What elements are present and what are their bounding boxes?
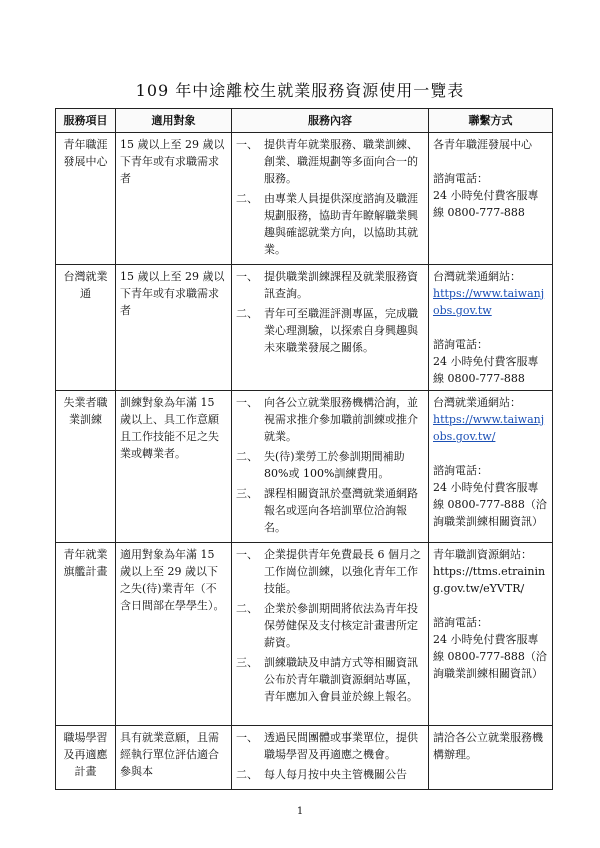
service-content-cell	[232, 265, 429, 391]
service-content-cell	[232, 391, 429, 543]
service-item: 青年職涯發展中心	[56, 133, 116, 265]
training-site-url: https://ttms.etraining.gov.tw/eYVTR/	[433, 565, 546, 595]
list-item: 二、 企業於參訓期間將依法為青年投保勞健保及支付核定計畫書所定薪資。	[236, 602, 418, 649]
list-item: 二、 失(待)業勞工於參訓期間補助 80%或 100%訓練費用。	[236, 450, 405, 480]
contact-cell: 台灣就業通網站： https://www.taiwanjobs.gov.tw 諮詢電話： 24 小時免付費客服專線 0800-777-888	[429, 265, 553, 391]
table-header-row	[56, 109, 553, 133]
target-cell: 15 歲以上至 29 歲以下青年或有求職需求者	[116, 133, 232, 265]
list-item: 一、 提供青年就業服務、職業訓練、創業、職涯規劃等多面向合一的服務。	[236, 138, 418, 185]
service-resource-table	[55, 108, 553, 790]
service-item: 青年就業旗艦計畫	[56, 543, 116, 726]
table-row	[56, 726, 553, 790]
target-cell: 15 歲以上至 29 歲以下青年或有求職需求者	[116, 265, 232, 391]
page-number: 1	[296, 806, 304, 817]
table-row	[56, 265, 553, 391]
service-content-cell	[232, 726, 429, 790]
header-service-item: 服務項目	[56, 109, 116, 133]
service-content-cell	[232, 543, 429, 726]
contact-cell: 各青年職涯發展中心 諮詢電話： 24 小時免付費客服專線 0800-777-888	[429, 133, 553, 265]
table-row	[56, 543, 553, 726]
service-content-cell	[232, 133, 429, 265]
list-item: 三、 課程相關資訊於臺灣就業通網路報名或逕向各培訓單位洽詢報名。	[236, 487, 418, 534]
table-row	[56, 133, 553, 265]
list-item: 二、 青年可至職涯評測專區，完成職業心理測驗，以探索自身興趣與未來職業發展之關係。	[236, 307, 418, 354]
header-service-content: 服務內容	[232, 109, 429, 133]
taiwanjobs-link[interactable]: https://www.taiwanjobs.gov.tw/	[433, 413, 545, 443]
list-item: 一、 企業提供青年免費最長 6 個月之工作崗位訓練，以強化青年工作技能。	[236, 548, 421, 595]
contact-cell: 請洽各公立就業服務機構辦理。	[429, 726, 553, 790]
contact-cell: 青年職訓資源網站： https://ttms.etraining.gov.tw/eYVTR/ 諮詢電話： 24 小時免付費客服專線 0800-777-888（洽詢職業訓練相關資訊）	[429, 543, 553, 726]
target-cell: 具有就業意願，且需經執行單位評估適合參與本	[116, 726, 232, 790]
contact-cell: 台灣就業通網站： https://www.taiwanjobs.gov.tw/ 諮詢電話： 24 小時免付費客服專線 0800-777-888（洽詢職業訓練相關資訊）	[429, 391, 553, 543]
service-item: 職場學習及再適應計畫	[56, 726, 116, 790]
list-item: 二、 每人每月按中央主管機關公告	[236, 768, 407, 781]
table-row	[56, 391, 553, 543]
taiwanjobs-link[interactable]: https://www.taiwanjobs.gov.tw	[433, 287, 545, 317]
list-item: 二、 由專業人員提供深度諮詢及職涯規劃服務，協助青年瞭解職業興趣與確認就業方向，以協助其就業。	[236, 192, 418, 256]
list-item: 三、 訓練職缺及申請方式等相關資訊公布於青年職訓資源網站專區，青年應加入會員並於線上報名。	[236, 656, 418, 703]
header-target: 適用對象	[116, 109, 232, 133]
service-item: 台灣就業通	[56, 265, 116, 391]
target-cell: 訓練對象為年滿 15 歲以上、具工作意願且工作技能不足之失業或轉業者。	[116, 391, 232, 543]
list-item: 一、 提供職業訓練課程及就業服務資訊查詢。	[236, 270, 418, 300]
list-item: 一、 向各公立就業服務機構洽詢，並視需求推介參加職前訓練或推介就業。	[236, 396, 418, 443]
header-contact: 聯繫方式	[429, 109, 553, 133]
target-cell: 適用對象為年滿 15 歲以上至 29 歲以下之失(待)業青年（不含日間部在學學生）。	[116, 543, 232, 726]
list-item: 一、 透過民間團體或事業單位，提供職場學習及再適應之機會。	[236, 731, 418, 761]
service-item: 失業者職業訓練	[56, 391, 116, 543]
page-title: 109 年中途離校生就業服務資源使用一覽表	[135, 81, 465, 100]
